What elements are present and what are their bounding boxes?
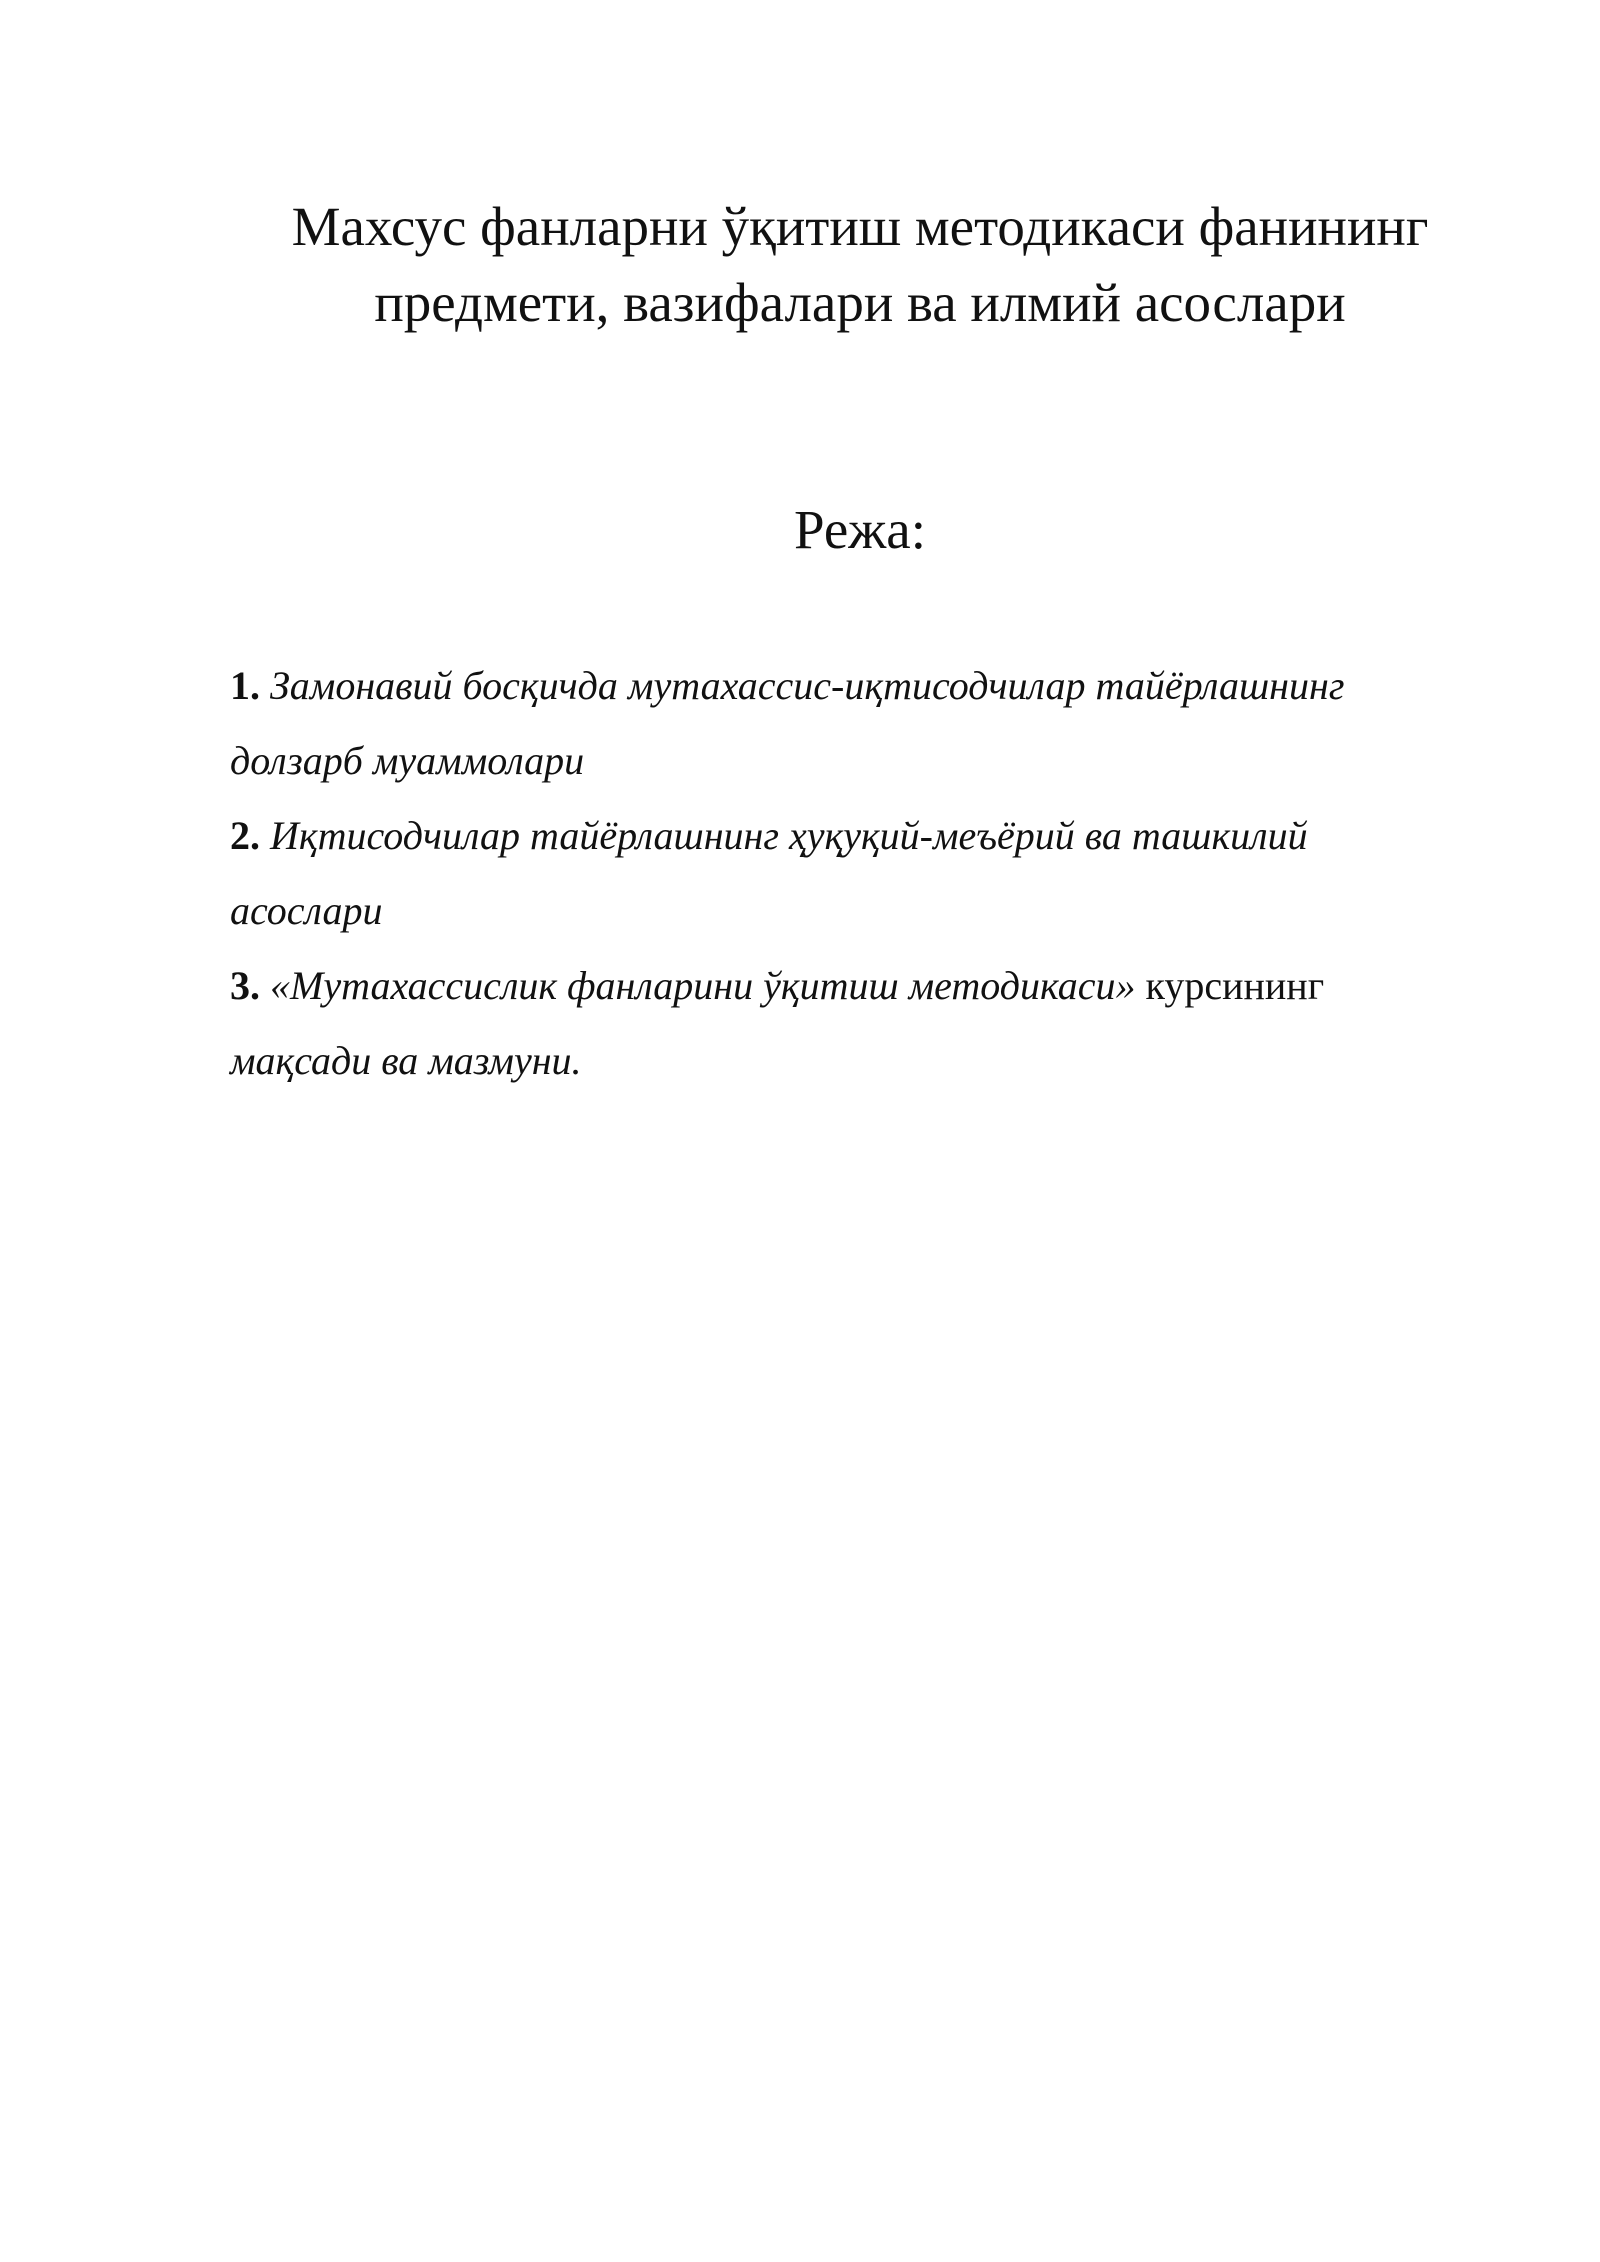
plan-item-text: Замонавий босқичда мутахассис-иқтисодчилар тайёрлашнинг долзарб муаммолари [230, 663, 1345, 783]
plan-item-number: 2. [230, 813, 260, 858]
plan-item-2 [230, 798, 1460, 948]
document-title [200, 189, 1520, 341]
title-line-2: предмети, вазифалари ва илмий асослари [374, 271, 1346, 333]
plan-item-text-italic-start: «Мутахассислик фанларини ўқитиш методикаси» [270, 963, 1136, 1008]
plan-heading: Режа: [794, 499, 926, 560]
plan-list [230, 648, 1460, 1098]
plan-item-number: 1. [230, 663, 260, 708]
title-line-1: Махсус фанларни ўқитиш методикаси фанининг [291, 195, 1429, 257]
plan-item-text: Иқтисодчилар тайёрлашнинг ҳуқуқий-меъёрий ва ташкилий асослари [230, 813, 1308, 933]
plan-item-text-normal: курсининг [1135, 963, 1325, 1008]
plan-item-3 [230, 948, 1460, 1098]
plan-item-1 [230, 648, 1460, 798]
plan-item-text-italic-end: мақсади ва мазмуни. [230, 1038, 582, 1083]
plan-item-number: 3. [230, 963, 260, 1008]
